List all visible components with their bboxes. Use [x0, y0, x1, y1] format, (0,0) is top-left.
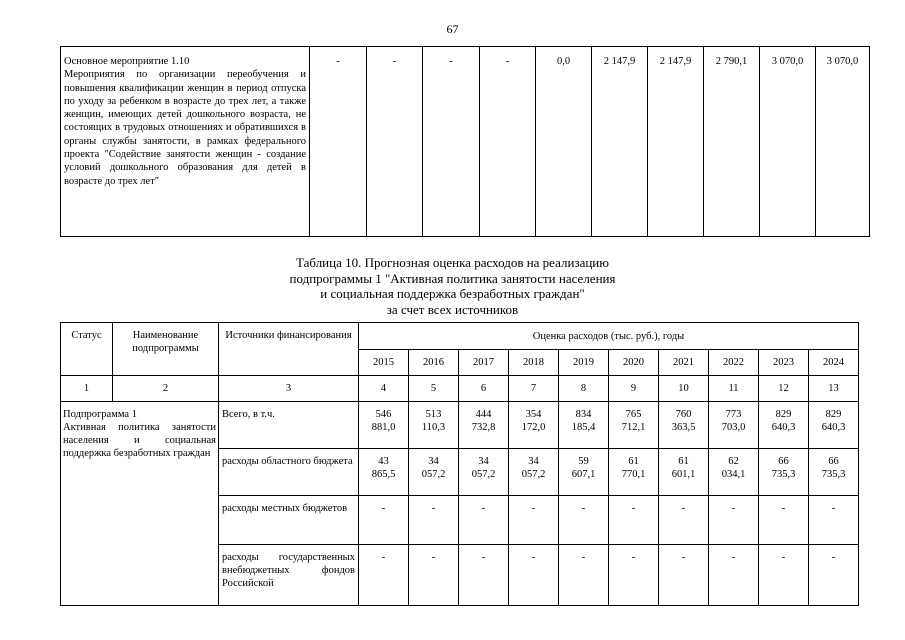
table-cell: 61 770,1	[609, 449, 659, 496]
column-number: 10	[659, 376, 709, 402]
table-cell: -	[659, 496, 709, 545]
table-cell: -	[509, 545, 559, 606]
table-cell: 354 172,0	[509, 402, 559, 449]
year-header: 2022	[709, 350, 759, 376]
table-cell: -	[609, 545, 659, 606]
table-cell: 66 735,3	[809, 449, 859, 496]
year-header: 2018	[509, 350, 559, 376]
table-cell: -	[310, 47, 367, 237]
source-label: Всего, в т.ч.	[219, 402, 359, 449]
caption-line: Таблица 10. Прогнозная оценка расходов на реализацию	[296, 255, 609, 270]
column-number: 9	[609, 376, 659, 402]
table-cell: 34 057,2	[409, 449, 459, 496]
table-cell: -	[423, 47, 480, 237]
year-header: 2015	[359, 350, 409, 376]
header-sources: Источники финансирования	[219, 323, 359, 376]
header-estimate: Оценка расходов (тыс. руб.), годы	[359, 323, 859, 350]
table-cell: 59 607,1	[559, 449, 609, 496]
page-number: 67	[446, 22, 459, 36]
table-cell: 834 185,4	[559, 402, 609, 449]
table-cell: -	[367, 47, 423, 237]
table-cell: 773 703,0	[709, 402, 759, 449]
column-number: 13	[809, 376, 859, 402]
column-number: 3	[219, 376, 359, 402]
year-header: 2016	[409, 350, 459, 376]
table-cell: -	[409, 545, 459, 606]
table-cell: -	[459, 545, 509, 606]
previous-table-continuation	[60, 46, 870, 237]
table-cell: 62 034,1	[709, 449, 759, 496]
table-cell: -	[809, 545, 859, 606]
table-cell: 34 057,2	[459, 449, 509, 496]
table-cell: -	[459, 496, 509, 545]
table-cell: -	[759, 496, 809, 545]
column-number: 11	[709, 376, 759, 402]
table-cell: 43 865,5	[359, 449, 409, 496]
year-header: 2023	[759, 350, 809, 376]
table-cell: -	[559, 496, 609, 545]
table-cell: 829 640,3	[759, 402, 809, 449]
year-header: 2024	[809, 350, 859, 376]
column-number: 8	[559, 376, 609, 402]
year-header: 2021	[659, 350, 709, 376]
table-cell: 3 070,0	[760, 47, 816, 237]
source-label: расходы местных бюджетов	[219, 496, 359, 545]
table-cell: -	[709, 545, 759, 606]
header-name: Наименование подпрограммы	[113, 323, 219, 376]
caption-line: подпрограммы 1 "Активная политика занятости населения	[289, 270, 616, 286]
table-caption	[0, 255, 905, 317]
column-number: 1	[61, 376, 113, 402]
table-cell: -	[809, 496, 859, 545]
table-cell: 2 790,1	[704, 47, 760, 237]
table-cell: -	[359, 496, 409, 545]
column-number: 7	[509, 376, 559, 402]
table-cell: 765 712,1	[609, 402, 659, 449]
source-label: расходы государственных внебюджетных фондов Российской	[219, 545, 359, 606]
table-cell: 513 110,3	[409, 402, 459, 449]
table-cell: -	[759, 545, 809, 606]
table-cell: 0,0	[536, 47, 592, 237]
table-cell: 829 640,3	[809, 402, 859, 449]
year-header: 2017	[459, 350, 509, 376]
year-header: 2020	[609, 350, 659, 376]
column-number: 12	[759, 376, 809, 402]
caption-line: за счет всех источников	[386, 301, 519, 317]
table-cell: 2 147,9	[592, 47, 648, 237]
table-cell: 66 735,3	[759, 449, 809, 496]
table-cell: -	[659, 545, 709, 606]
column-number: 4	[359, 376, 409, 402]
table-cell: -	[409, 496, 459, 545]
table-cell: 760 363,5	[659, 402, 709, 449]
header-status: Статус	[61, 323, 113, 376]
column-number: 6	[459, 376, 509, 402]
subprogram-status: Подпрограмма 1 Активная политика занятости населения и социальная поддержка безработных граждан	[61, 402, 219, 606]
table-cell: 444 732,8	[459, 402, 509, 449]
table-row	[61, 402, 859, 449]
column-number: 5	[409, 376, 459, 402]
table-cell: 546 881,0	[359, 402, 409, 449]
table-cell: 34 057,2	[509, 449, 559, 496]
year-header: 2019	[559, 350, 609, 376]
table-cell: 3 070,0	[816, 47, 870, 237]
expenses-table	[60, 322, 859, 606]
table-cell: -	[480, 47, 536, 237]
column-number: 2	[113, 376, 219, 402]
source-label: расходы областного бюджета	[219, 449, 359, 496]
caption-line: и социальная поддержка безработных граждан"	[320, 286, 585, 301]
activity-description: Основное мероприятие 1.10 Мероприятия по организации переобучения и повышения квалификации женщин в период отпуска по уходу за ребенком в возрасте до трех лет, а также женщин, имеющих детей дошкольного возраста, не состоящих в трудовых отношениях и обратившихся в органы службы занятости, в рамках федерального проекта "Содействие занятости женщин - создание условий дошкольного образования для детей в возрасте до трех лет"	[61, 47, 310, 237]
table-cell: -	[709, 496, 759, 545]
table-cell: -	[509, 496, 559, 545]
table-cell: 61 601,1	[659, 449, 709, 496]
table-cell: 2 147,9	[648, 47, 704, 237]
table-cell: -	[559, 545, 609, 606]
table-cell: -	[609, 496, 659, 545]
table-cell: -	[359, 545, 409, 606]
